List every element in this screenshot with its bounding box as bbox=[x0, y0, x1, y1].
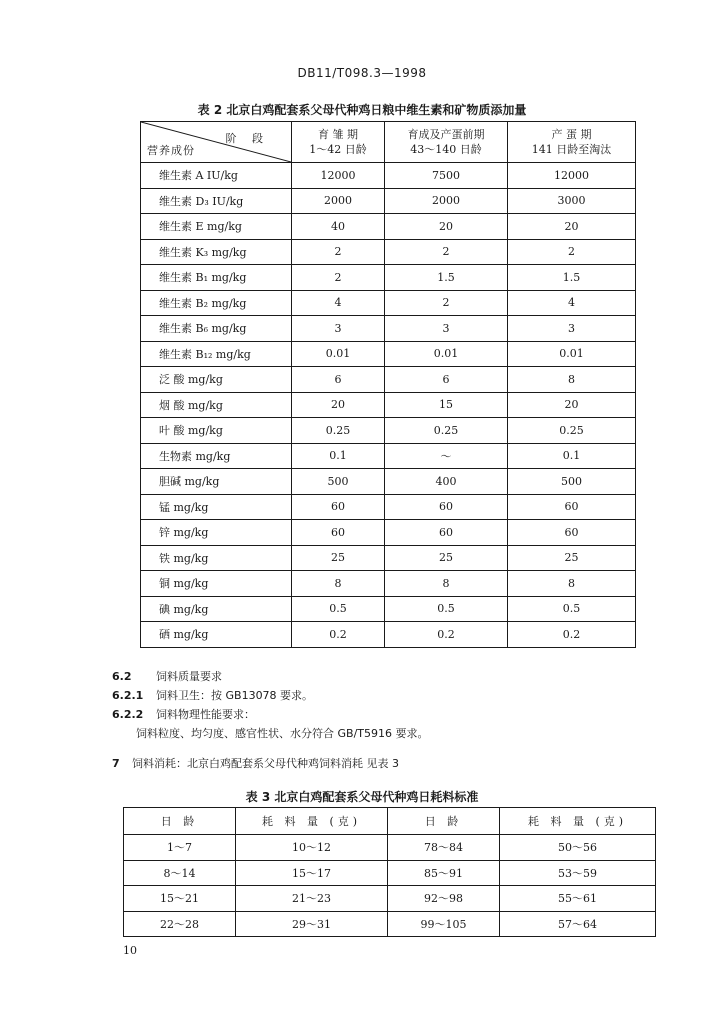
table-row bbox=[141, 520, 636, 546]
nutrient-name: 胆碱 mg/kg bbox=[141, 469, 292, 495]
nutrient-name: 维生素 B₆ mg/kg bbox=[141, 316, 292, 342]
section-6-2-1 bbox=[112, 687, 313, 703]
table3-cell: 10～12 bbox=[236, 835, 388, 861]
value-cell: 0.2 bbox=[292, 622, 385, 648]
table3-cell: 50～56 bbox=[500, 835, 656, 861]
value-cell: 4 bbox=[508, 290, 636, 316]
value-cell: 8 bbox=[508, 367, 636, 393]
value-cell: 0.5 bbox=[508, 596, 636, 622]
corner-nutrient-label: 营养成份 bbox=[147, 144, 195, 157]
table-row bbox=[141, 265, 636, 291]
nutrient-name: 生物素 mg/kg bbox=[141, 443, 292, 469]
nutrient-name: 硒 mg/kg bbox=[141, 622, 292, 648]
nutrient-name: 维生素 A IU/kg bbox=[141, 163, 292, 189]
nutrient-name: 维生素 B₂ mg/kg bbox=[141, 290, 292, 316]
table-row bbox=[141, 392, 636, 418]
table3-cell: 85～91 bbox=[388, 860, 500, 886]
table-row bbox=[124, 911, 656, 937]
value-cell: 400 bbox=[385, 469, 508, 495]
value-cell: 12000 bbox=[292, 163, 385, 189]
value-cell: 7500 bbox=[385, 163, 508, 189]
table3-header-cell: 耗 料 量 (克) bbox=[500, 808, 656, 835]
section-number: 6.2.2 bbox=[112, 708, 144, 721]
value-cell: 2 bbox=[508, 239, 636, 265]
section-text: 饲料卫生：按 GB13078 要求。 bbox=[156, 689, 314, 702]
section-number: 7 bbox=[112, 757, 120, 770]
section-number: 6.2.1 bbox=[112, 689, 144, 702]
value-cell: 20 bbox=[508, 392, 636, 418]
nutrient-name: 烟 酸 mg/kg bbox=[141, 392, 292, 418]
document-header: DB11/T098.3—1998 bbox=[297, 66, 427, 80]
table3-cell: 78～84 bbox=[388, 835, 500, 861]
table3-cell: 92～98 bbox=[388, 886, 500, 912]
section-6-2-2-body: 饲料粒度、均匀度、感官性状、水分符合 GB/T5916 要求。 bbox=[136, 727, 429, 740]
value-cell: 6 bbox=[385, 367, 508, 393]
table-row bbox=[141, 290, 636, 316]
value-cell: 2 bbox=[385, 239, 508, 265]
table-row bbox=[124, 860, 656, 886]
nutrient-name: 泛 酸 mg/kg bbox=[141, 367, 292, 393]
table-row bbox=[141, 622, 636, 648]
table3-cell: 1～7 bbox=[124, 835, 236, 861]
table3-cell: 29～31 bbox=[236, 911, 388, 937]
column-header-line2: 43～140 日龄 bbox=[410, 143, 482, 156]
nutrient-name: 维生素 D₃ IU/kg bbox=[141, 188, 292, 214]
value-cell: 60 bbox=[508, 494, 636, 520]
table2-caption: 表 2 北京白鸡配套系父母代种鸡日粮中维生素和矿物质添加量 bbox=[197, 103, 527, 117]
value-cell: 3 bbox=[385, 316, 508, 342]
section-text: 饲料消耗：北京白鸡配套系父母代种鸡饲料消耗 见表 3 bbox=[132, 757, 399, 770]
table3-header-cell: 日 龄 bbox=[388, 808, 500, 835]
nutrient-name: 维生素 B₁ mg/kg bbox=[141, 265, 292, 291]
value-cell: 20 bbox=[508, 214, 636, 240]
table-row bbox=[141, 469, 636, 495]
value-cell: 0.01 bbox=[292, 341, 385, 367]
table-row bbox=[124, 835, 656, 861]
table-row bbox=[124, 886, 656, 912]
column-header-line2: 141 日龄至淘汰 bbox=[531, 143, 612, 156]
column-header-line2: 1～42 日龄 bbox=[309, 143, 367, 156]
value-cell: 2000 bbox=[385, 188, 508, 214]
value-cell: 0.5 bbox=[292, 596, 385, 622]
table-row bbox=[141, 367, 636, 393]
table3-cell: 55～61 bbox=[500, 886, 656, 912]
column-header-line1: 育成及产蛋前期 bbox=[407, 128, 485, 141]
section-7 bbox=[112, 755, 399, 771]
column-header bbox=[385, 122, 508, 163]
value-cell: 20 bbox=[385, 214, 508, 240]
value-cell: 0.2 bbox=[385, 622, 508, 648]
value-cell: 0.01 bbox=[385, 341, 508, 367]
value-cell: 2 bbox=[292, 239, 385, 265]
table3-body bbox=[124, 835, 656, 937]
nutrient-name: 维生素 E mg/kg bbox=[141, 214, 292, 240]
value-cell: 0.1 bbox=[508, 443, 636, 469]
value-cell: 60 bbox=[508, 520, 636, 546]
table3-cell: 53～59 bbox=[500, 860, 656, 886]
value-cell: 60 bbox=[385, 520, 508, 546]
value-cell: 8 bbox=[385, 571, 508, 597]
nutrient-name: 维生素 K₃ mg/kg bbox=[141, 239, 292, 265]
section-number: 6.2 bbox=[112, 670, 132, 683]
value-cell: 8 bbox=[508, 571, 636, 597]
corner-stage-label: 阶 段 bbox=[225, 132, 269, 145]
value-cell: 1.5 bbox=[385, 265, 508, 291]
value-cell: 0.01 bbox=[508, 341, 636, 367]
value-cell: 15 bbox=[385, 392, 508, 418]
table-row bbox=[141, 316, 636, 342]
value-cell: 4 bbox=[292, 290, 385, 316]
section-6-2 bbox=[112, 668, 222, 684]
value-cell: 2 bbox=[292, 265, 385, 291]
value-cell: 0.5 bbox=[385, 596, 508, 622]
value-cell: 8 bbox=[292, 571, 385, 597]
table2-corner-header bbox=[141, 122, 292, 163]
value-cell: 60 bbox=[292, 520, 385, 546]
nutrient-name: 锰 mg/kg bbox=[141, 494, 292, 520]
value-cell: 6 bbox=[292, 367, 385, 393]
value-cell: 40 bbox=[292, 214, 385, 240]
table-row bbox=[141, 596, 636, 622]
column-header-line1: 产 蛋 期 bbox=[551, 128, 592, 141]
column-header bbox=[508, 122, 636, 163]
table3-cell: 99～105 bbox=[388, 911, 500, 937]
nutrient-name: 叶 酸 mg/kg bbox=[141, 418, 292, 444]
table-row bbox=[141, 341, 636, 367]
table3-cell: 15～17 bbox=[236, 860, 388, 886]
nutrient-name: 铜 mg/kg bbox=[141, 571, 292, 597]
table3-cell: 15～21 bbox=[124, 886, 236, 912]
table3-cell: 21～23 bbox=[236, 886, 388, 912]
table-row bbox=[141, 163, 636, 189]
nutrient-name: 维生素 B₁₂ mg/kg bbox=[141, 341, 292, 367]
value-cell: 0.1 bbox=[292, 443, 385, 469]
table-row bbox=[141, 571, 636, 597]
table-row bbox=[141, 188, 636, 214]
value-cell: 3000 bbox=[508, 188, 636, 214]
value-cell: 1.5 bbox=[508, 265, 636, 291]
column-header-line1: 育 雏 期 bbox=[318, 128, 358, 141]
table-row bbox=[141, 494, 636, 520]
value-cell: 0.25 bbox=[508, 418, 636, 444]
value-cell: 2 bbox=[385, 290, 508, 316]
value-cell: 500 bbox=[292, 469, 385, 495]
value-cell: ～ bbox=[385, 443, 508, 469]
table2-body bbox=[141, 163, 636, 648]
column-header bbox=[292, 122, 385, 163]
value-cell: 3 bbox=[508, 316, 636, 342]
value-cell: 0.25 bbox=[292, 418, 385, 444]
value-cell: 20 bbox=[292, 392, 385, 418]
value-cell: 25 bbox=[508, 545, 636, 571]
section-6-2-2 bbox=[112, 706, 255, 722]
value-cell: 0.25 bbox=[385, 418, 508, 444]
table-row bbox=[141, 443, 636, 469]
value-cell: 2000 bbox=[292, 188, 385, 214]
table-row bbox=[141, 545, 636, 571]
value-cell: 0.2 bbox=[508, 622, 636, 648]
section-text: 饲料质量要求 bbox=[156, 670, 222, 683]
vitamin-mineral-table bbox=[140, 121, 636, 648]
nutrient-name: 碘 mg/kg bbox=[141, 596, 292, 622]
table-row bbox=[141, 239, 636, 265]
table3-header-cell: 日 龄 bbox=[124, 808, 236, 835]
value-cell: 3 bbox=[292, 316, 385, 342]
table3-header-cell: 耗 料 量 (克) bbox=[236, 808, 388, 835]
table-row bbox=[141, 214, 636, 240]
table-row bbox=[141, 418, 636, 444]
feed-consumption-table bbox=[123, 807, 656, 937]
table3-cell: 57～64 bbox=[500, 911, 656, 937]
value-cell: 60 bbox=[385, 494, 508, 520]
table3-cell: 22～28 bbox=[124, 911, 236, 937]
page-number: 10 bbox=[123, 944, 137, 957]
value-cell: 25 bbox=[385, 545, 508, 571]
section-text: 饲料物理性能要求： bbox=[156, 708, 255, 721]
nutrient-name: 铁 mg/kg bbox=[141, 545, 292, 571]
table3-cell: 8～14 bbox=[124, 860, 236, 886]
value-cell: 12000 bbox=[508, 163, 636, 189]
value-cell: 500 bbox=[508, 469, 636, 495]
nutrient-name: 锌 mg/kg bbox=[141, 520, 292, 546]
value-cell: 60 bbox=[292, 494, 385, 520]
table3-caption: 表 3 北京白鸡配套系父母代种鸡日耗料标准 bbox=[245, 790, 479, 804]
value-cell: 25 bbox=[292, 545, 385, 571]
